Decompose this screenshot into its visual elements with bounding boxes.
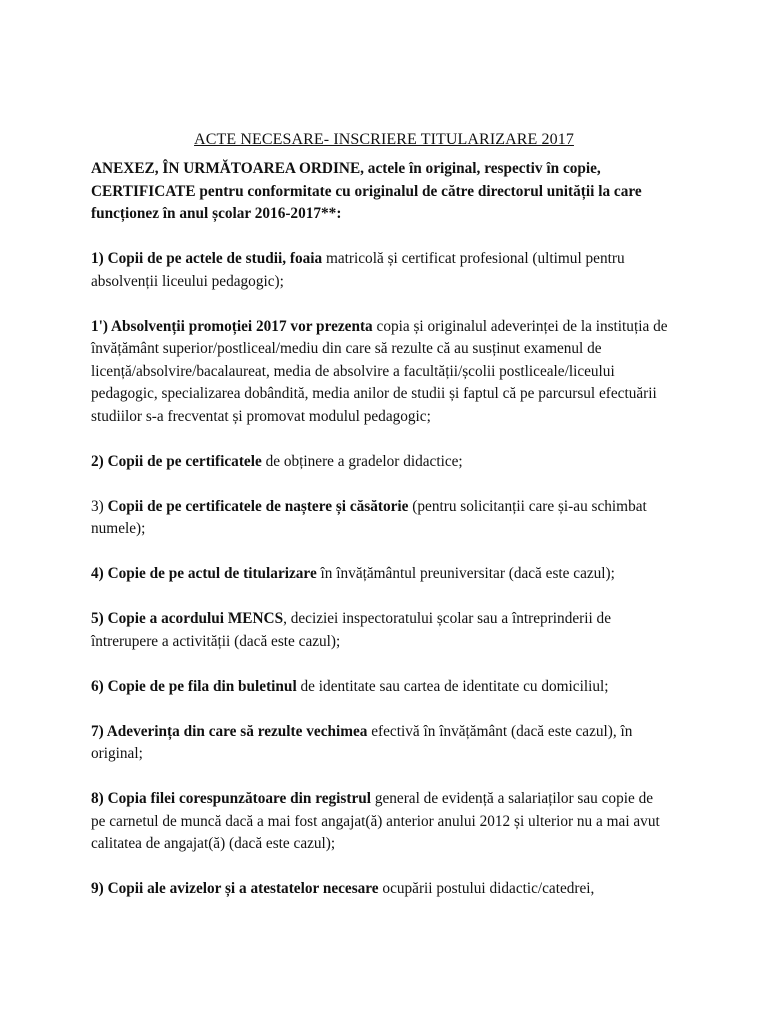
list-item-4: [91, 563, 671, 586]
list-item-7: [91, 721, 671, 766]
item-bold: 7) Adeverința din care să rezulte vechimea: [91, 722, 368, 740]
item-text: , deciziei inspectoratului școlar sau a întreprinderii de întrerupere a activității (dacă este cazul);: [91, 610, 611, 650]
item-prefix: 3): [91, 497, 108, 515]
item-text: general de evidență a salariaților sau copie de pe carnetul de muncă dacă a mai fost angajat(ă) anterior anului 2012 și ulterior nu a mai avut calitatea de angajat(ă) (dacă este cazul);: [91, 790, 660, 852]
item-bold: 9) Copii ale avizelor și a atestatelor necesare: [91, 880, 379, 897]
item-bold: 4) Copie de pe actul de titularizare: [91, 565, 317, 582]
item-bold: Copii de pe certificatele de naștere și căsătorie: [107, 497, 409, 515]
item-text: copia și originalul adeverinței de la instituția de învățământ superior/postliceal/mediu din care să rezulte că au susținut examenul de licență/absolvire/bacalaureat, media de absolvire a facultății/școlii postliceale/liceului pedagogic, specializarea dobândită, media anilor de studii și faptul că pe parcursul efectuării studiilor s-a frecventat și promovat modulul pedagogic;: [91, 317, 668, 425]
list-item-1-prime: [91, 316, 671, 429]
item-text: de obținere a gradelor didactice;: [261, 452, 463, 470]
item-bold: 1') Absolvenții promoției 2017 vor prezenta: [91, 317, 373, 335]
item-text: (pentru solicitanții care și-au schimbat numele);: [91, 497, 647, 537]
item-bold: 5) Copie a acordului MENCS: [91, 610, 284, 627]
list-item-6: [91, 676, 671, 699]
intro-text: actele în original, respectiv în copie, CERTIFICATE pentru conformitate cu originalul de către directorul unității la care funcționez în anul școlar 2016-2017**:: [91, 160, 642, 222]
item-bold: 2) Copii de pe certificatele: [91, 452, 262, 470]
intro-paragraph: [91, 158, 671, 226]
list-item-5: [91, 608, 671, 653]
list-item-3: [91, 496, 671, 541]
item-bold: 6) Copie de pe fila din buletinul: [91, 677, 297, 695]
document-body: [91, 158, 671, 923]
list-item-9: [91, 878, 671, 901]
intro-lead: ANEXEZ, ÎN URMĂTOAREA ORDINE,: [91, 160, 364, 177]
item-bold: 8) Copia filei corespunzătoare din registrul: [91, 790, 372, 807]
document-title: ACTE NECESARE- INSCRIERE TITULARIZARE 2017: [194, 131, 574, 148]
item-bold: 1) Copii de pe actele de studii, foaia: [91, 250, 323, 267]
item-text: în învățământul preuniversitar (dacă este cazul);: [316, 565, 615, 582]
list-item-1: [91, 248, 671, 293]
list-item-8: [91, 788, 671, 856]
list-item-2: [91, 451, 671, 474]
item-text: efectivă în învățământ (dacă este cazul), în original;: [91, 722, 633, 762]
item-text: de identitate sau cartea de identitate cu domiciliul;: [296, 677, 609, 695]
item-text: ocupării postului didactic/catedrei,: [378, 880, 595, 897]
item-text: matricolă și certificat profesional (ultimul pentru absolvenții liceului pedagogic);: [91, 250, 625, 290]
